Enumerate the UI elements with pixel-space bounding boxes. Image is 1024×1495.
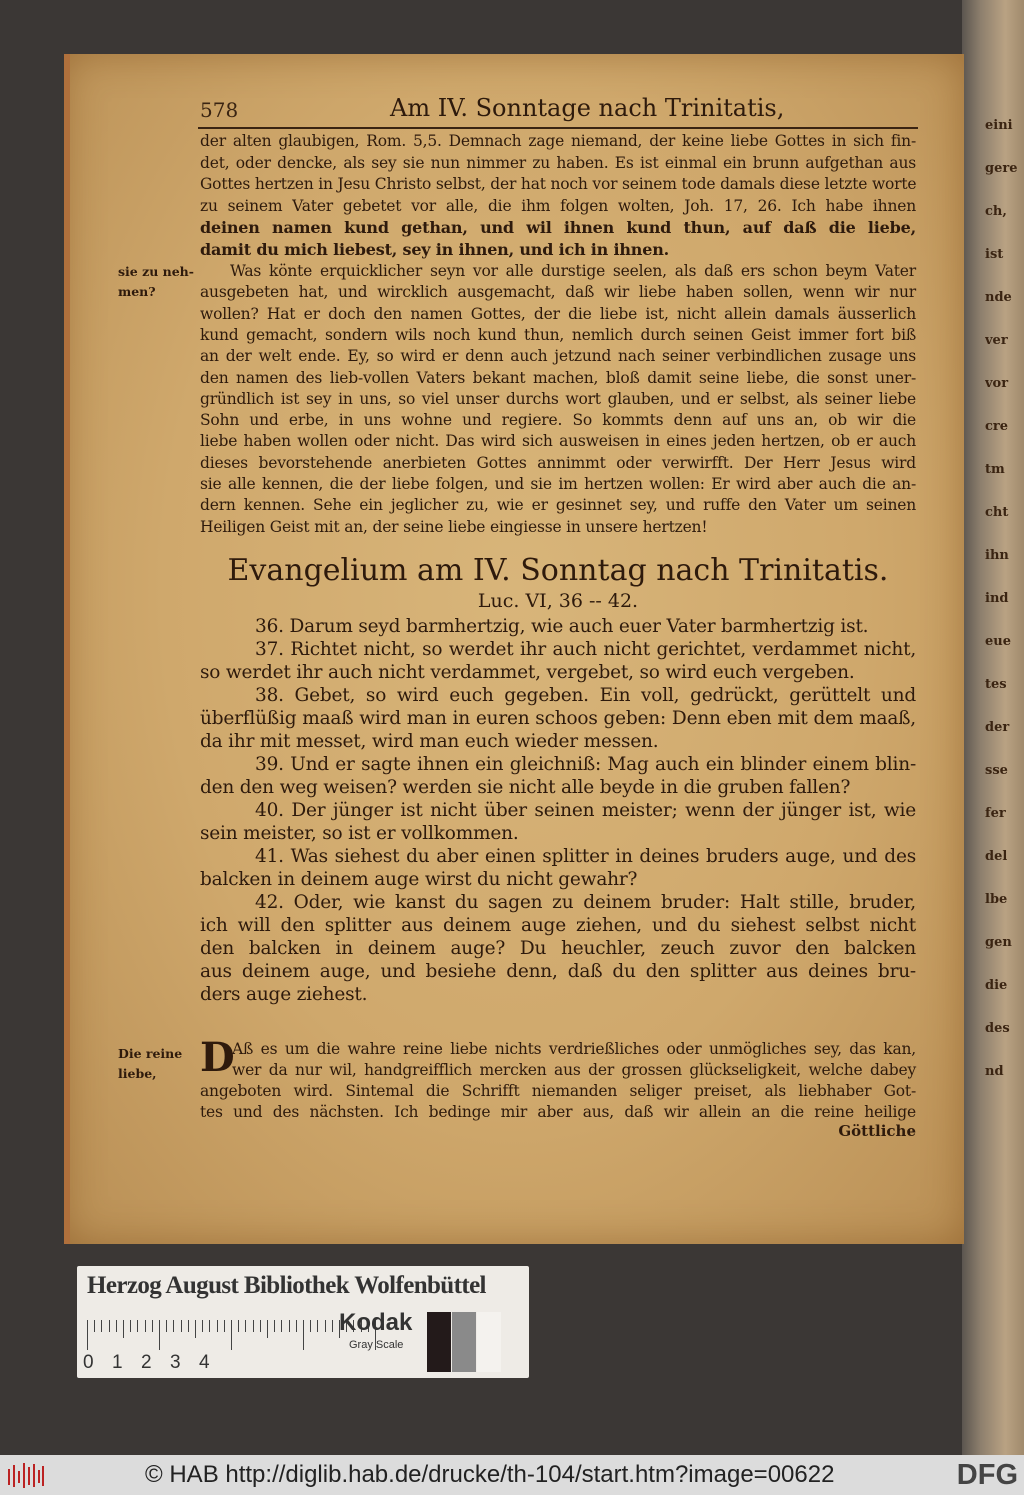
verse-line: 38. Gebet, so wird euch gegeben. Ein voll, gedrückt, gerüttelt und (255, 685, 916, 706)
text-line: kund gemacht, sondern wils noch kund thun, nemlich durch seinen Geist immer fort biß (200, 325, 916, 344)
text-line: dieses bevorstehende anerbieten Gottes annimmt oder verwirfft. Der Herr Jesus wird (200, 453, 916, 472)
ruler-tick (116, 1320, 117, 1332)
ruler-tick (166, 1320, 167, 1332)
verse-line: sein meister, so ist er vollkommen. (200, 823, 519, 844)
ruler-tick (137, 1320, 138, 1332)
facing-fragment: cre (985, 419, 1009, 434)
facing-fragment: gen (985, 935, 1012, 950)
ruler-tick (87, 1320, 88, 1350)
facing-fragment: die (985, 978, 1008, 993)
text-line: Heiligen Geist mit an, der seine liebe eingiesse in unsere hertzen! (200, 517, 708, 536)
text-line: angeboten wird. Sintemal die Schrifft niemanden seliger preiset, als liebhaber Got- (200, 1082, 916, 1100)
ruler-label: 2 (141, 1352, 152, 1373)
text-line: Was könte erquicklicher seyn vor alle durstige seelen, als daß ers schon beym Vater (230, 262, 916, 280)
text-line: ausgebeten hat, und wircklich ausgemacht, daß wir liebe haben sollen, wenn wir nur (200, 283, 916, 302)
text-line: an der welt ende. Ey, so wird er denn auch jetzund nach seiner verbindlichen zusage uns (200, 347, 916, 366)
ruler-tick (332, 1320, 333, 1332)
text-line: Sohn und erbe, in uns wohne und regiere. So kommts denn auf uns an, ob wir die (200, 411, 916, 430)
facing-fragment: tes (985, 677, 1007, 692)
ruler-tick (181, 1320, 182, 1332)
ruler-tick (253, 1320, 254, 1332)
gray-swatch (427, 1312, 451, 1372)
catchword: Göttliche (838, 1122, 916, 1140)
facing-fragment: ver (985, 333, 1008, 348)
drop-cap: D (200, 1034, 235, 1081)
facing-fragment: nde (985, 290, 1012, 305)
ruler-tick (281, 1320, 282, 1332)
gospel-reference: Luc. VI, 36 -- 42. (477, 590, 639, 612)
text-line: det, oder dencke, als sey sie nun nimmer zu haben. Es ist einmal ein brunn aufgethan aus (200, 153, 916, 172)
color-reference-card (77, 1266, 529, 1378)
verse-line: 42. Oder, wie kanst du sagen zu deinem bruder: Halt stille, bruder, (255, 892, 916, 913)
ruler-label: 0 (83, 1352, 94, 1373)
facing-fragment: fer (985, 806, 1006, 821)
verse-line: so werdet ihr auch nicht verdammet, vergebet, so wird euch vergeben. (200, 662, 855, 683)
ruler-tick (274, 1320, 275, 1332)
ruler-tick (310, 1320, 311, 1332)
ruler-tick (231, 1320, 232, 1350)
ruler-tick (217, 1320, 218, 1332)
facing-fragment: nd (985, 1064, 1004, 1079)
verse-line: aus deinem auge, und besiehe denn, daß du den splitter aus deines bru- (200, 961, 916, 982)
ruler-label: 1 (112, 1352, 123, 1373)
facing-fragment: sse (985, 763, 1008, 778)
ruler-tick (152, 1320, 153, 1332)
ruler-tick (94, 1320, 95, 1332)
page-edge (64, 54, 70, 1244)
verse-line: überflüßig maaß wird man in euren schoos geben: Denn eben mit dem maaß, (200, 708, 916, 729)
running-title: Am IV. Sonntage nach Trinitatis, (390, 94, 785, 122)
text-line: tes und des nächsten. Ich bedinge mir aber aus, daß wir allein an die reine heilige (200, 1103, 916, 1121)
verse-line: balcken in deinem auge wirst du nicht gewahr? (200, 869, 638, 890)
facing-fragment: ind (985, 591, 1009, 606)
ruler-tick (260, 1320, 261, 1332)
text-line: damit du mich liebest, sey in ihnen, und ich in ihnen. (200, 239, 669, 259)
verse-line: 41. Was siehest du aber einen splitter in deines bruders auge, und des (255, 846, 916, 867)
ruler-tick (325, 1320, 326, 1332)
ruler-tick (109, 1320, 110, 1332)
ruler-label: 3 (170, 1352, 181, 1373)
facing-fragment: lbe (985, 892, 1008, 907)
ruler-tick (101, 1320, 102, 1332)
gray-scale-label: Gray Scale (349, 1339, 404, 1351)
text-line: gründlich ist sey in uns, so viel unser durchs wort glauben, und er selbst, als seiner liebe (200, 389, 916, 408)
ruler-tick (238, 1320, 239, 1332)
ruler-tick (224, 1320, 225, 1332)
facing-fragment: der (985, 720, 1010, 735)
verse-line: den den weg weisen? werden sie nicht alle beyde in die gruben fallen? (200, 777, 851, 798)
facing-fragment: eini (985, 118, 1013, 133)
dfg-logo: DFG (956, 1459, 1018, 1491)
verse-line: 36. Darum seyd barmhertzig, wie auch euer Vater barmhertzig ist. (255, 616, 869, 637)
ruler-tick (195, 1320, 196, 1338)
facing-fragment: ihn (985, 548, 1009, 563)
facing-fragment: cht (985, 505, 1009, 520)
text-line: dern kennen. Sehe ein jeglicher zu, wie er gesinnet sey, und ruffe den Vater um seinen (200, 496, 916, 515)
page-number: 578 (200, 98, 239, 122)
verse-line: ders auge ziehest. (200, 984, 368, 1005)
text-line: wollen? Hat er doch den namen Gottes, der die liebe ist, nicht allein damals äusserlich (200, 304, 916, 323)
text-line: wer da nur wil, handgreifflich mercken aus der grossen glückseligkeit, welche dabey (232, 1061, 916, 1079)
hab-logo-icon (6, 1461, 46, 1489)
margin-note: sie zu neh- men? (118, 264, 194, 299)
text-line: zu seinem Vater gebetet vor alle, die ihm folgen wolten, Joh. 17, 26. Ich habe ihnen (200, 196, 916, 215)
footer-bar (0, 1455, 1024, 1495)
text-line: deinen namen kund gethan, und wil ihnen kund thun, auf daß die liebe, (200, 218, 916, 237)
facing-fragment: ch, (985, 204, 1007, 219)
verse-line: 37. Richtet nicht, so werdet ihr auch nicht gerichtet, verdammet nicht, (255, 639, 916, 660)
text-line: den namen des lieb-vollen Vaters bekant machen, bloß damit seine liebe, die sonst uner- (200, 368, 916, 387)
gospel-title: Evangelium am IV. Sonntag nach Trinitatis. (227, 553, 889, 588)
library-name: Herzog August Bibliothek Wolfenbüttel (87, 1272, 486, 1299)
ruler-tick (267, 1320, 268, 1338)
gray-swatch (452, 1312, 476, 1372)
ruler-tick (159, 1320, 160, 1350)
verse-line: 40. Der jünger ist nicht über seinen meister; wenn der jünger ist, wie (255, 800, 916, 821)
kodak-logo: Kodak (339, 1309, 413, 1336)
facing-fragment: vor (985, 376, 1009, 391)
text-line: sie alle kennen, die der liebe folgen, und sie im hertzen wollen: Er wird aber auch die an- (200, 475, 916, 493)
ruler-tick (145, 1320, 146, 1332)
ruler-tick (296, 1320, 297, 1332)
facing-fragment: eue (985, 634, 1011, 649)
verse-line: den balcken in deinem auge? Du heuchler, zeuch zuvor den balcken (200, 938, 916, 959)
ruler-tick (173, 1320, 174, 1332)
ruler-tick (188, 1320, 189, 1332)
text-line: der alten glaubigen, Rom. 5,5. Demnach zage niemand, der keine liebe Gottes in sich fin- (200, 132, 916, 150)
facing-fragment: del (985, 849, 1008, 864)
ruler-tick (317, 1320, 318, 1332)
facing-fragment: des (985, 1021, 1010, 1036)
text-line: Aß es um die wahre reine liebe nichts verdrießliches oder unmögliches sey, das kan, (232, 1040, 916, 1058)
verse-line: 39. Und er sagte ihnen ein gleichniß: Mag auch ein blinder einem blin- (255, 754, 916, 775)
text-line: Gottes hertzen in Jesu Christo selbst, der hat noch vor seinem tode damals diese letzte worte (200, 175, 917, 193)
ruler-tick (289, 1320, 290, 1332)
ruler-tick (202, 1320, 203, 1332)
ruler-tick (209, 1320, 210, 1332)
source-link[interactable]: © HAB http://diglib.hab.de/drucke/th-104/start.htm?image=00622 (145, 1461, 835, 1488)
facing-fragment: ist (985, 247, 1004, 262)
ruler-tick (245, 1320, 246, 1332)
margin-note: Die reine liebe, (118, 1046, 183, 1081)
header-rule (198, 127, 918, 129)
ruler-tick (303, 1320, 304, 1350)
ruler-tick (130, 1320, 131, 1332)
facing-fragment: tm (985, 462, 1005, 477)
ruler-label: 4 (199, 1352, 210, 1373)
verse-line: ich will den splitter aus deinem auge ziehen, und du siehest selbst nicht (200, 915, 916, 936)
text-line: liebe haben wollen oder nicht. Das wird sich ausweisen in eines jeden hertzen, ob er auch (200, 432, 916, 451)
ruler-tick (123, 1320, 124, 1338)
facing-fragment: gere (985, 161, 1018, 176)
gray-swatch (477, 1312, 501, 1372)
verse-line: da ihr mit messet, wird man euch wieder messen. (200, 731, 659, 752)
